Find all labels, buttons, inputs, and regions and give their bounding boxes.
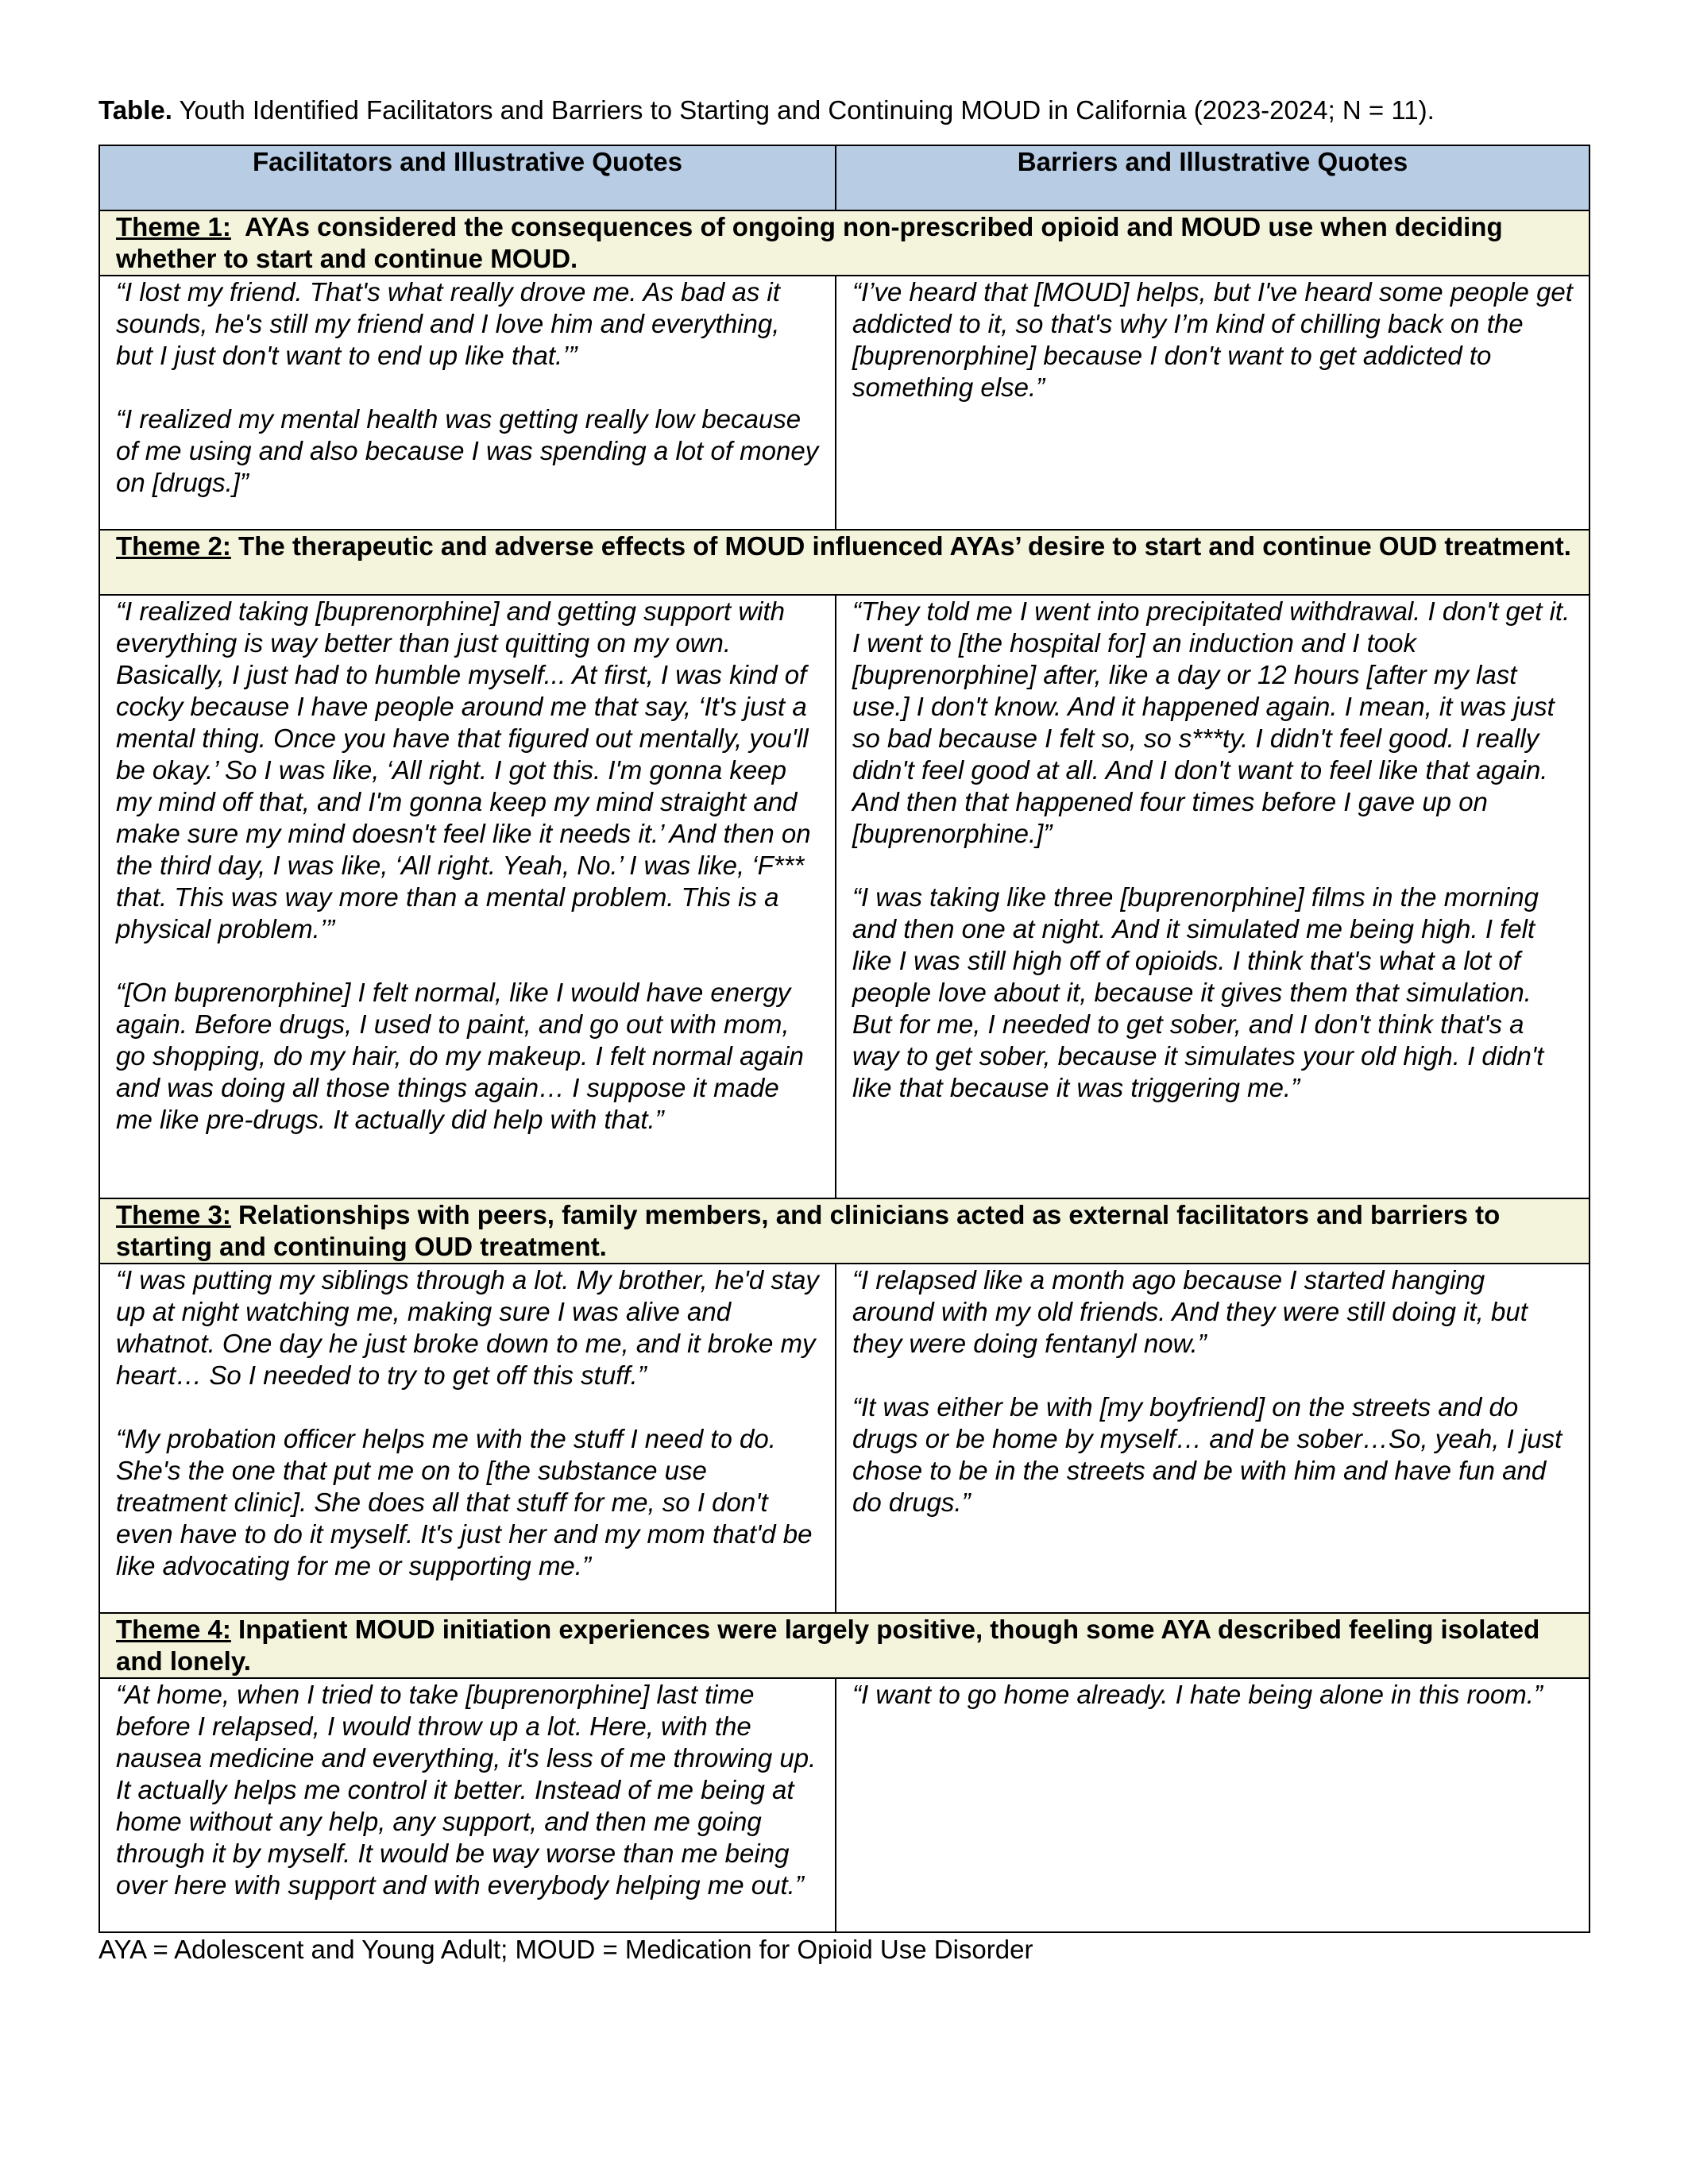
- theme-label: Theme 3:: [116, 1200, 231, 1229]
- quote: “I lost my friend. That's what really drove me. As bad as it sounds, he's still my friend and I love him and everything, but I just don't want to end up like that.’”: [116, 277, 780, 370]
- document-page: [98, 94, 1589, 1966]
- barrier-quotes-cell: [836, 1678, 1590, 1932]
- theme-title: The therapeutic and adverse effects of MOUD influenced AYAs’ desire to start and continue OUD treatment.: [238, 531, 1571, 561]
- quote: “I realized taking [buprenorphine] and getting support with everything is way better than just quitting on my own. Basically, I just had to humble myself... At first, I was kind of cocky because I have people around me that say, ‘It's just a mental thing. Once you have that figured out mentally, you'll be okay.’ So I was like, ‘All right. I got this. I'm gonna keep my mind off that, and I'm gonna keep my mind straight and make sure my mind doesn't feel like it needs it.’ And then on the third day, I was like, ‘All right. Yeah, No.’ I was like, ‘F*** that. This was way more than a mental problem. This is a physical problem.’”: [116, 596, 811, 943]
- table-caption: [98, 94, 1589, 127]
- quote: “I was taking like three [buprenorphine] films in the morning and then one at night. And it simulated me being high. I felt like I was still high off of opioids. I think that's what a lot of people love about it, because it gives them that simulation. But for me, I needed to get sober, and I don't think that's a way to get sober, because it simulates your old high. I didn't like that because it was triggering me.”: [852, 882, 1544, 1102]
- quotes-row: [99, 595, 1590, 1198]
- facilitator-quotes-cell: [99, 595, 836, 1198]
- quote: “They told me I went into precipitated withdrawal. I don't get it. I went to [the hospital for] an induction and I took [buprenorphine] after, like a day or 12 hours [after my last use.] I don't know. And it happened again. I mean, it was just so bad because I felt so, so s***ty. I didn't feel good. I really didn't feel good at all. And I don't want to feel like that again. And then that happened four times before I gave up on [buprenorphine.]”: [852, 596, 1570, 848]
- theme-title: Relationships with peers, family members, and clinicians acted as external facilitators and barriers to starting and continuing OUD treatment.: [116, 1200, 1501, 1261]
- theme-label: Theme 2:: [116, 531, 231, 561]
- caption-text: Youth Identified Facilitators and Barriers to Starting and Continuing MOUD in California (2023-2024; N = 11).: [179, 95, 1435, 125]
- facilitator-quotes-cell: [99, 1264, 836, 1613]
- facilitator-quotes-cell: [99, 276, 836, 530]
- quote: “I was putting my siblings through a lot. My brother, he'd stay up at night watching me, making sure I was alive and whatnot. One day he just broke down to me, and it broke my heart… So I needed to try to get off this stuff.”: [116, 1265, 819, 1390]
- theme-title: Inpatient MOUD initiation experiences were largely positive, though some AYA described feeling isolated and lonely.: [116, 1615, 1540, 1676]
- theme-row: [99, 530, 1590, 595]
- quote: “I want to go home already. I hate being alone in this room.”: [852, 1680, 1543, 1709]
- barrier-quotes-cell: [836, 276, 1590, 530]
- quote: “I realized my mental health was getting really low because of me using and also because I was spending a lot of money on [drugs.]”: [116, 404, 819, 497]
- theme-row: [99, 1613, 1590, 1678]
- quotes-row: [99, 1264, 1590, 1613]
- quote: “It was either be with [my boyfriend] on the streets and do drugs or be home by myself… and be sober…So, yeah, I just chose to be in the streets and be with him and have fun and do drugs.”: [852, 1392, 1562, 1517]
- quote: “I’ve heard that [MOUD] helps, but I've heard some people get addicted to it, so that's why I’m kind of chilling back on the [buprenorphine] because I don't want to get addicted to something else.”: [852, 277, 1573, 402]
- facilitators-column-header: Facilitators and Illustrative Quotes: [99, 145, 836, 210]
- quotes-row: [99, 276, 1590, 530]
- theme-title: AYAs considered the consequences of ongoing non-prescribed opioid and MOUD use when deciding whether to start and continue MOUD.: [116, 212, 1503, 273]
- theme-label: Theme 1:: [116, 212, 231, 241]
- theme-row: [99, 1198, 1590, 1264]
- quotes-table: [98, 145, 1590, 1933]
- quote: “My probation officer helps me with the stuff I need to do. She's the one that put me on to [the substance use treatment clinic]. She does all that stuff for me, so I don't even have to do it myself. It's just her and my mom that'd be like advocating for me or supporting me.”: [116, 1424, 813, 1580]
- theme-row: [99, 210, 1590, 276]
- barriers-column-header: Barriers and Illustrative Quotes: [836, 145, 1590, 210]
- table-footnote: AYA = Adolescent and Young Adult; MOUD = Medication for Opioid Use Disorder: [98, 1935, 1033, 1964]
- theme-label: Theme 4:: [116, 1615, 231, 1644]
- barrier-quotes-cell: [836, 595, 1590, 1198]
- quote: “I relapsed like a month ago because I started hanging around with my old friends. And they were still doing it, but they were doing fentanyl now.”: [852, 1265, 1528, 1358]
- barrier-quotes-cell: [836, 1264, 1590, 1613]
- theme-heading-1: [99, 210, 1590, 276]
- header-row: [99, 145, 1590, 210]
- theme-heading-4: [99, 1613, 1590, 1678]
- caption-lead: Table.: [98, 95, 172, 125]
- theme-heading-3: [99, 1198, 1590, 1264]
- quotes-row: [99, 1678, 1590, 1932]
- quote: “At home, when I tried to take [buprenorphine] last time before I relapsed, I would throw up a lot. Here, with the nausea medicine and everything, it's less of me throwing up. It actually helps me control it better. Instead of me being at home without any help, any support, and then me going through it by myself. It would be way worse than me being over here with support and with everybody helping me out.”: [116, 1680, 817, 1900]
- theme-heading-2: [99, 530, 1590, 595]
- quote: “[On buprenorphine] I felt normal, like I would have energy again. Before drugs, I used to paint, and go out with mom, go shopping, do my hair, do my makeup. I felt normal again and was doing all those things again… I suppose it made me like pre-drugs. It actually did help with that.”: [116, 978, 804, 1134]
- facilitator-quotes-cell: [99, 1678, 836, 1932]
